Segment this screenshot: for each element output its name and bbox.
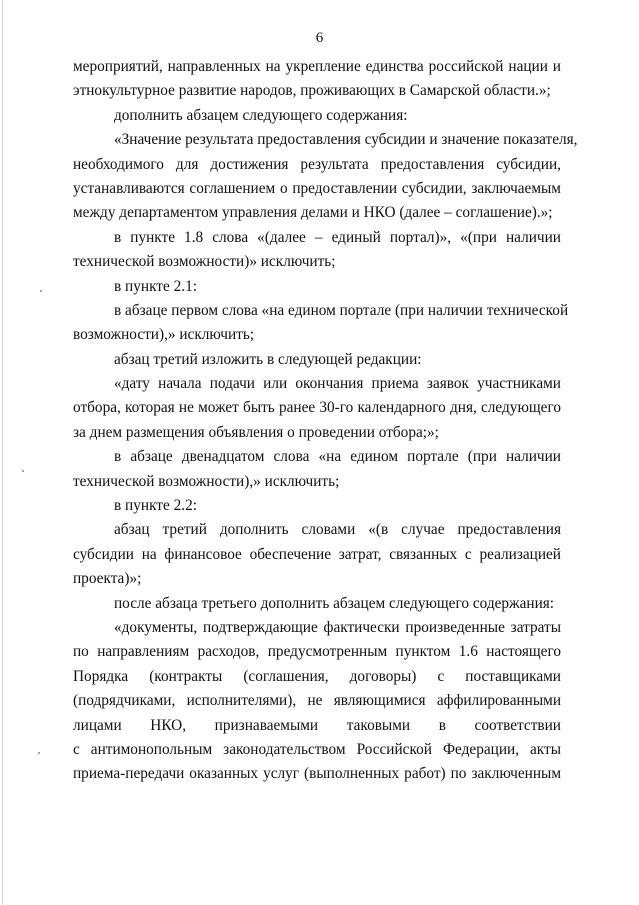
text-line: возможности),» исключить; — [73, 326, 255, 344]
paragraph — [73, 226, 561, 275]
scan-speck — [40, 290, 42, 292]
text-line: за днем размещения объявления о проведении отбора;»; — [73, 423, 439, 441]
text-line: абзац третий изложить в следующей редакции: — [114, 350, 422, 368]
paragraph — [73, 348, 561, 372]
text-line: «документы, подтверждающие фактически произведенные затраты — [114, 618, 561, 636]
text-line: технической возможности)» исключить; — [73, 253, 336, 271]
scan-edge-line — [2, 0, 3, 905]
text-line: этнокультурное развитие народов, проживающих в Самарской области.»; — [73, 82, 551, 100]
text-line: после абзаца третьего дополнить абзацем следующего содержания: — [114, 594, 555, 612]
text-line: устанавливаются соглашением о предоставлении субсидии, заключаемым — [73, 179, 561, 197]
text-line: по направлениям расходов, предусмотренным пунктом 1.6 настоящего — [73, 643, 561, 661]
text-line: субсидии на финансовое обеспечение затрат, связанных с реализацией — [73, 545, 561, 563]
paragraph — [73, 445, 561, 494]
document-body — [73, 55, 578, 787]
text-line: в пункте 2.1: — [114, 277, 197, 295]
paragraph — [73, 299, 569, 348]
paragraph — [73, 592, 561, 616]
text-line: абзац третий дополнить словами «(в случае предоставления — [114, 521, 561, 539]
text-line: в пункте 1.8 слова «(далее – единый портал)», «(при наличии — [114, 228, 561, 246]
paragraph — [73, 104, 561, 128]
text-line: «Значение результата предоставления субсидии и значение показателя, — [114, 131, 578, 149]
text-line: в пункте 2.2: — [114, 497, 197, 515]
text-line: отбора, которая не может быть ранее 30-го календарного дня, следующего — [73, 399, 561, 417]
text-line: с антимонопольным законодательством Российской Федерации, акты — [73, 740, 561, 758]
scan-speck — [22, 470, 24, 472]
text-line: в абзаце двенадцатом слова «на едином портале (при наличии — [114, 448, 561, 466]
text-line: (подрядчиками, исполнителями), не являющимися аффилированными — [73, 692, 561, 710]
paragraph — [73, 275, 561, 299]
text-line: между департаментом управления делами и НКО (далее – соглашение).»; — [73, 204, 553, 222]
text-line: Порядка (контракты (соглашения, договоры) с поставщиками — [73, 667, 561, 685]
text-line: проекта)»; — [73, 570, 142, 588]
text-line: мероприятий, направленных на укрепление единства российской нации и — [73, 58, 561, 75]
paragraph — [73, 128, 578, 226]
text-line: в абзаце первом слова «на едином портале (при наличии технической — [114, 301, 569, 319]
text-line: технической возможности),» исключить; — [73, 472, 340, 490]
paragraph — [73, 55, 561, 104]
paragraph — [73, 494, 561, 518]
paragraph — [73, 372, 561, 445]
text-line: необходимого для достижения результата предоставления субсидии, — [73, 155, 561, 173]
text-line: лицами НКО, признаваемыми таковыми в соответствии — [73, 716, 561, 734]
page-number: 6 — [315, 30, 324, 46]
paragraph — [73, 616, 561, 787]
text-line: приема-передачи оказанных услуг (выполненных работ) по заключенным — [73, 765, 561, 783]
paragraph — [73, 518, 561, 591]
text-line: дополнить абзацем следующего содержания: — [114, 106, 408, 124]
scan-speck — [38, 752, 40, 754]
text-line: «дату начала подачи или окончания приема заявок участниками — [114, 375, 561, 393]
